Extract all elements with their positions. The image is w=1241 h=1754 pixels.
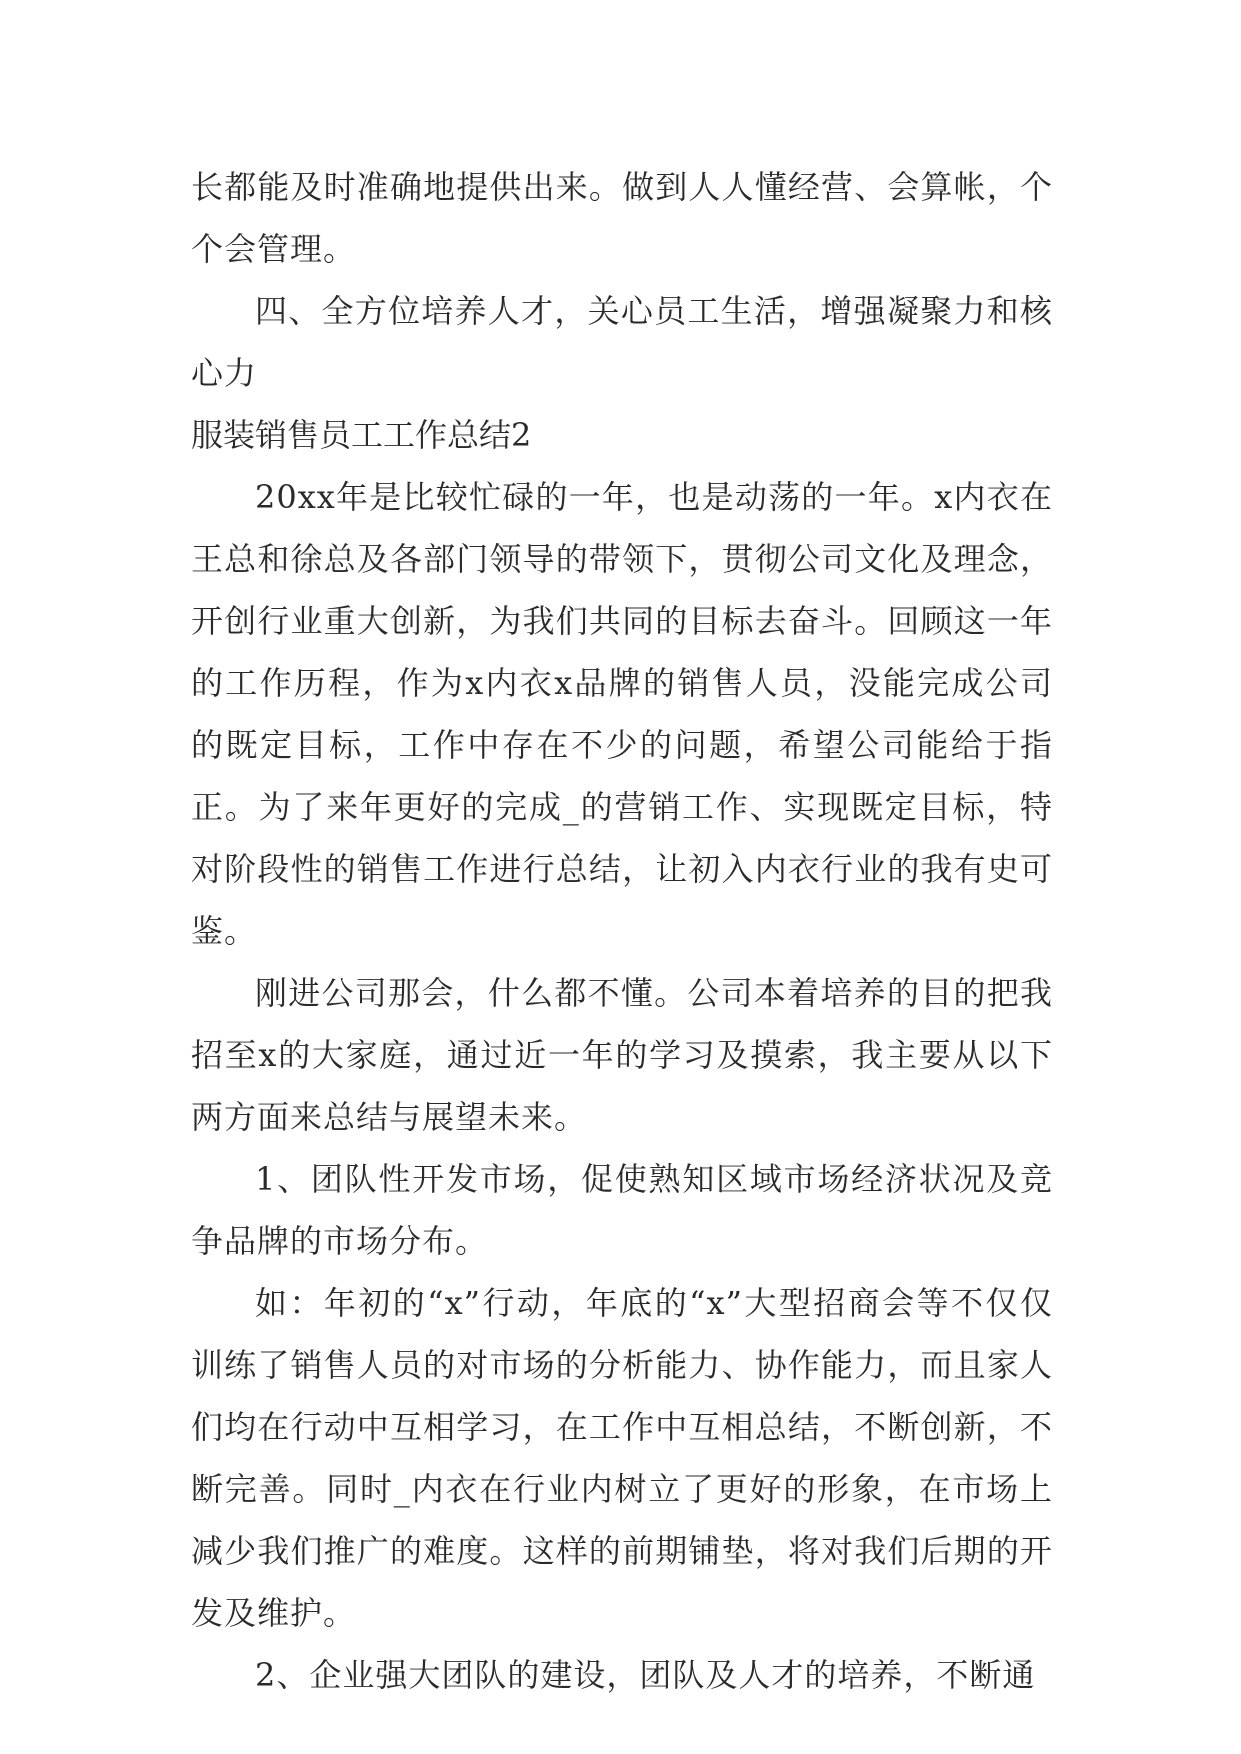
list-item: 2、企业强大团队的建设，团队及人才的培养，不断通 (255, 1656, 1036, 1694)
document-body (191, 156, 1053, 1706)
paragraph: 刚进公司那会，什么都不懂。公司本着培养的目的把我招至x的大家庭，通过近一年的学习及摸索，我主要从以下两方面来总结与展望未来。 (191, 974, 1053, 1136)
document-title: 服装销售员工工作总结2 (191, 416, 532, 454)
list-item: 1、团队性开发市场，促使熟知区域市场经济状况及竞争品牌的市场分布。 (191, 1160, 1053, 1260)
paragraph: 如：年初的“x”行动，年底的“x”大型招商会等不仅仅训练了销售人员的对市场的分析能力、协作能力，而且家人们均在行动中互相学习，在工作中互相总结，不断创新，不断完善。同时_内衣在行业内树立了更好的形象，在市场上减少我们推广的难度。这样的前期铺垫，将对我们后期的开发及维护。 (191, 1284, 1053, 1632)
paragraph: 长都能及时准确地提供出来。做到人人懂经营、会算帐，个个会管理。 (191, 168, 1053, 268)
paragraph: 20xx年是比较忙碌的一年，也是动荡的一年。x内衣在王总和徐总及各部门领导的带领下，贯彻公司文化及理念，开创行业重大创新，为我们共同的目标去奋斗。回顾这一年的工作历程，作为x内衣x品牌的销售人员，没能完成公司的既定目标，工作中存在不少的问题，希望公司能给于指正。为了来年更好的完成_的营销工作、实现既定目标，特对阶段性的销售工作进行总结，让初入内衣行业的我有史可鉴。 (191, 478, 1053, 950)
section-heading-four: 四、全方位培养人才，关心员工生活，增强凝聚力和核心力 (191, 292, 1053, 392)
